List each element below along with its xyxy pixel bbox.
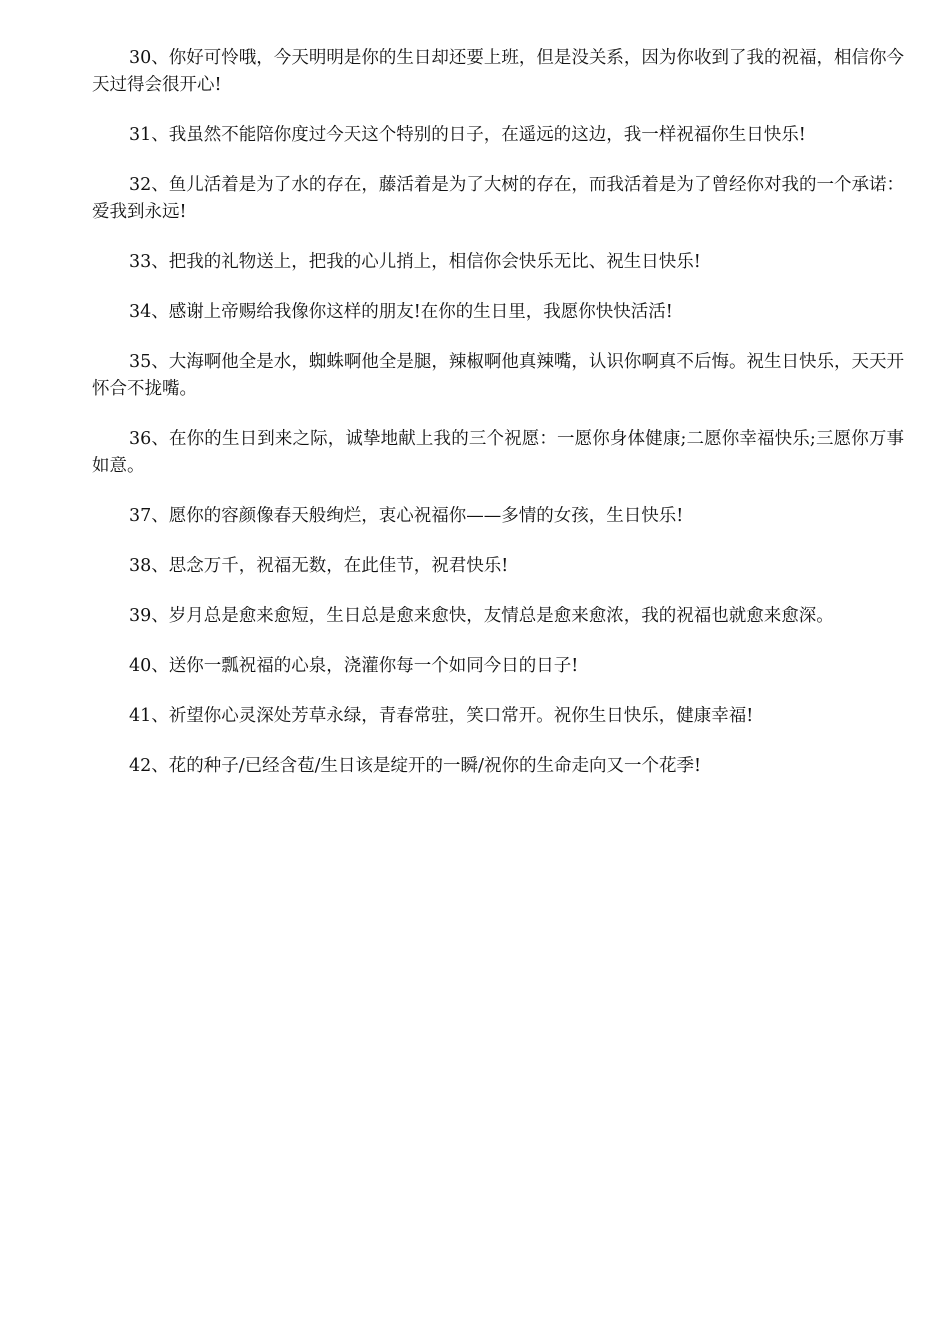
paragraph-38: 38、思念万千，祝福无数，在此佳节，祝君快乐! [129, 556, 509, 576]
paragraph-41: 41、祈望你心灵深处芳草永绿，青春常驻，笑口常开。祝你生日快乐，健康幸福! [129, 706, 754, 726]
paragraph-30: 30、你好可怜哦，今天明明是你的生日却还要上班，但是没关系，因为你收到了我的祝福，相信你今天过得会很开心! [92, 48, 904, 95]
paragraph-32: 32、鱼儿活着是为了水的存在，藤活着是为了大树的存在，而我活着是为了曾经你对我的一个承诺：爱我到永远! [92, 175, 904, 222]
document-page [92, 45, 904, 803]
paragraph-34: 34、感谢上帝赐给我像你这样的朋友!在你的生日里，我愿你快快活活! [129, 302, 673, 322]
paragraph-39: 39、岁月总是愈来愈短，生日总是愈来愈快，友情总是愈来愈浓，我的祝福也就愈来愈深。 [129, 606, 834, 626]
paragraph-36: 36、在你的生日到来之际，诚挚地献上我的三个祝愿：一愿你身体健康;二愿你幸福快乐;三愿你万事如意。 [92, 429, 904, 476]
paragraph-35: 35、大海啊他全是水，蜘蛛啊他全是腿，辣椒啊他真辣嘴，认识你啊真不后悔。祝生日快乐，天天开怀合不拢嘴。 [92, 352, 904, 399]
paragraph-37: 37、愿你的容颜像春天般绚烂，衷心祝福你——多情的女孩，生日快乐! [129, 506, 684, 526]
paragraph-40: 40、送你一瓢祝福的心泉，浇灌你每一个如同今日的日子! [129, 656, 579, 676]
paragraph-31: 31、我虽然不能陪你度过今天这个特别的日子，在遥远的这边，我一样祝福你生日快乐! [129, 125, 806, 145]
paragraph-42: 42、花的种子/已经含苞/生日该是绽开的一瞬/祝你的生命走向又一个花季! [129, 756, 701, 776]
paragraph-33: 33、把我的礼物送上，把我的心儿捎上，相信你会快乐无比、祝生日快乐! [129, 252, 701, 272]
